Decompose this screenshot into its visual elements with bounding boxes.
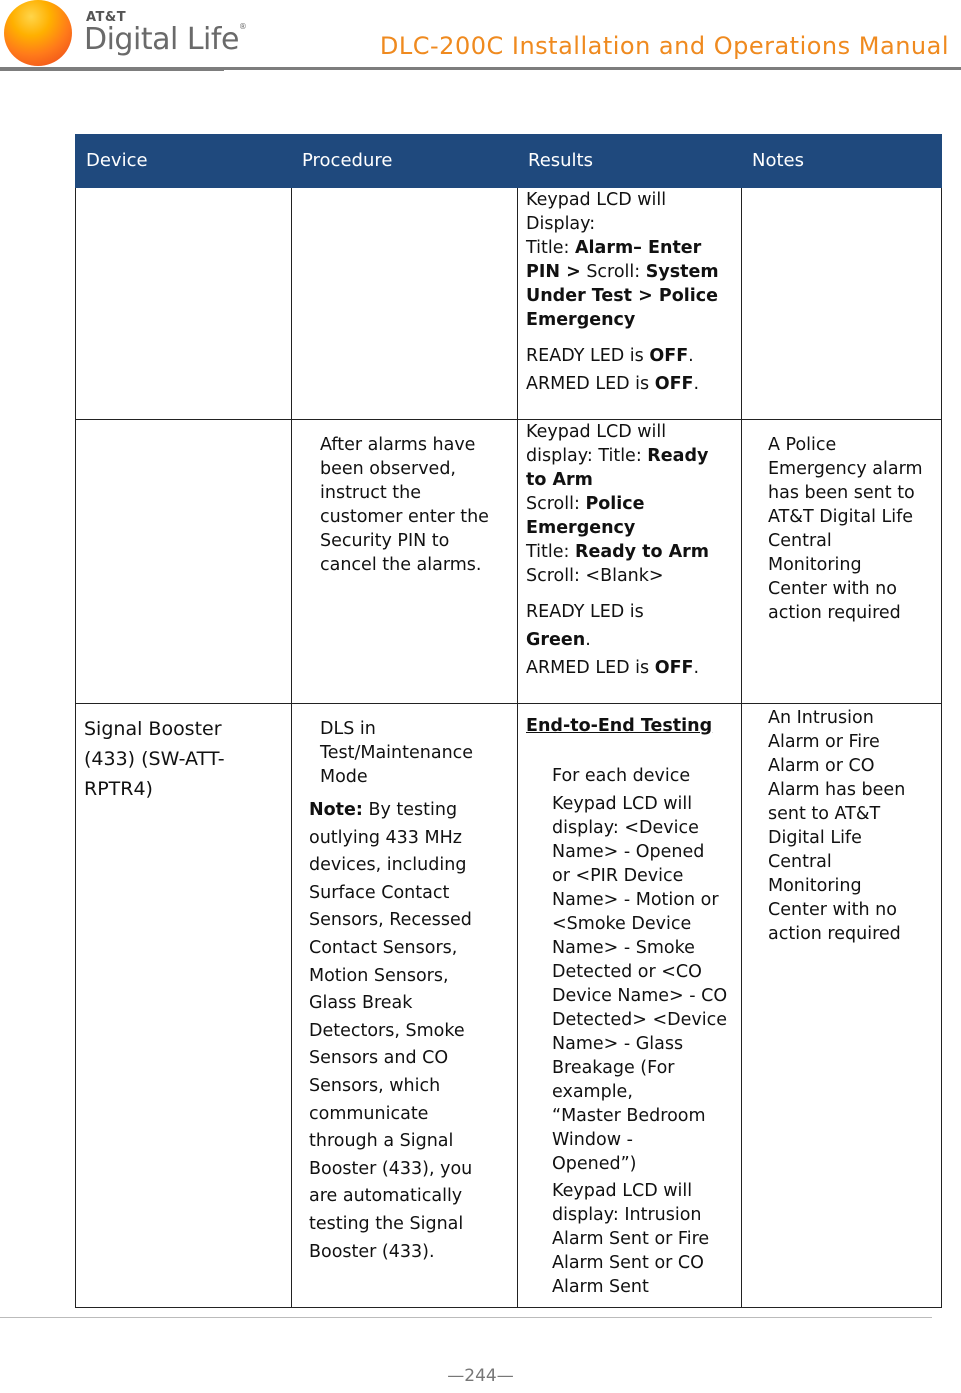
results-line: PIN > Scroll: System <box>526 262 719 282</box>
notes-line: sent to AT&T <box>768 804 881 824</box>
notes-line: An Intrusion <box>768 708 874 728</box>
table-header-row <box>76 135 942 188</box>
note-line: are automatically <box>309 1186 463 1207</box>
row3-device-cell <box>76 704 292 1308</box>
notes-line: Monitoring <box>768 876 862 896</box>
notes-line: Central <box>768 852 832 872</box>
note-line: Sensors, which <box>309 1075 441 1096</box>
procedure-note: Note: By testing outlying 433 MHz devices, including Surface Contact Sensors, Recessed Contact Sensors, Motion Sensors, Glass Break Detectors, Smoke Sensors and CO Sensors, which communicate through a Signal Booster (433), you are automatically testing the Signal Booster (433). <box>292 797 517 1274</box>
results-line: Emergency <box>526 518 636 538</box>
results-line: display: <Device <box>552 818 699 838</box>
note-line: communicate <box>309 1103 429 1124</box>
results-line: Alarm Sent or Fire <box>552 1229 710 1249</box>
results-line: Alarm Sent <box>552 1277 649 1297</box>
row2-device-cell <box>76 420 292 704</box>
results-line: Under Test > Police <box>526 286 718 306</box>
results-line: Display: <box>526 214 596 234</box>
results-line: Title: Ready to Arm <box>526 542 710 562</box>
row3-procedure-cell <box>292 704 518 1308</box>
att-globe-logo-icon <box>4 0 72 66</box>
results-line: Title: Alarm– Enter <box>526 238 702 258</box>
row1-notes-cell <box>742 188 942 420</box>
results-line: Keypad LCD will <box>552 794 693 814</box>
document-title: DLC-200C Installation and Operations Manual <box>379 32 949 60</box>
row2-results-cell <box>518 420 742 704</box>
results-line: Keypad LCD will <box>526 190 667 210</box>
results-line: “Master Bedroom <box>552 1106 706 1126</box>
row2-procedure-cell <box>292 420 518 704</box>
table-row <box>76 420 942 704</box>
notes-line: action required <box>768 924 901 944</box>
column-header-results: Results <box>518 135 742 188</box>
page-number: —244— <box>447 1366 514 1386</box>
column-header-device: Device <box>76 135 292 188</box>
procedure-line: DLS in <box>320 719 376 739</box>
results-line: <Smoke Device <box>552 914 692 934</box>
note-line: Booster (433). <box>309 1241 435 1262</box>
logo-digital-life-text: Digital Life® <box>84 22 247 57</box>
armed-led-status: ARMED LED is OFF. <box>526 658 700 678</box>
notes-line: Central <box>768 531 832 551</box>
results-line: Scroll: Police <box>526 494 645 514</box>
results-line: Scroll: <Blank> <box>526 566 664 586</box>
results-line: Window - <box>552 1130 633 1150</box>
note-line: devices, including <box>309 855 467 876</box>
notes-line: Center with no <box>768 579 897 599</box>
results-line: Emergency <box>526 310 636 330</box>
device-name-line: Signal Booster <box>84 718 222 740</box>
note-line: Sensors and CO <box>309 1048 449 1069</box>
procedure-line: customer enter the <box>320 507 489 527</box>
page-header <box>0 0 961 72</box>
results-line: Keypad LCD will <box>552 1181 693 1201</box>
notes-line: action required <box>768 603 901 623</box>
notes-line: A Police <box>768 435 837 455</box>
end-to-end-testing-heading: End-to-End Testing <box>526 716 713 736</box>
results-line: display: Intrusion <box>552 1205 702 1225</box>
column-header-procedure: Procedure <box>292 135 518 188</box>
procedure-line: Security PIN to <box>320 531 450 551</box>
procedure-line: After alarms have <box>320 435 476 455</box>
notes-line: has been sent to <box>768 483 915 503</box>
note-line: through a Signal <box>309 1131 454 1152</box>
procedure-table <box>75 134 942 1308</box>
procedure-line: Test/Maintenance <box>320 743 474 763</box>
note-line: Booster (433), you <box>309 1158 473 1179</box>
footer-divider <box>0 1317 932 1318</box>
results-line: to Arm <box>526 470 593 490</box>
note-line: Motion Sensors, <box>309 965 449 986</box>
armed-led-status: ARMED LED is OFF. <box>526 374 700 394</box>
note-line: Detectors, Smoke <box>309 1020 465 1041</box>
row1-results-cell <box>518 188 742 420</box>
end-to-end-instructions <box>526 764 733 1299</box>
notes-line: Alarm or Fire <box>768 732 880 752</box>
results-line: Detected or <CO <box>552 962 702 982</box>
note-label: Note: <box>309 800 363 820</box>
results-line: Device Name> - CO <box>552 986 728 1006</box>
column-header-notes: Notes <box>742 135 942 188</box>
results-line: Opened”) <box>552 1154 637 1174</box>
results-line: example, <box>552 1082 633 1102</box>
device-name-line: RPTR4) <box>84 778 153 800</box>
procedure-line: Mode <box>320 767 368 787</box>
note-line: Contact Sensors, <box>309 937 458 958</box>
note-line: Glass Break <box>309 993 413 1014</box>
logo-att-text: AT&T <box>86 10 127 25</box>
note-line: outlying 433 MHz <box>309 827 462 848</box>
results-line: Name> - Motion or <box>552 890 719 910</box>
note-line: testing the Signal <box>309 1213 464 1234</box>
notes-line: Digital Life <box>768 828 862 848</box>
row3-notes-cell <box>742 704 942 1308</box>
results-line: Name> - Smoke <box>552 938 695 958</box>
results-line: For each device <box>552 766 691 786</box>
header-divider-accent <box>0 70 224 71</box>
note-line: Sensors, Recessed <box>309 910 472 931</box>
ready-led-status: READY LED is OFF. <box>526 346 694 366</box>
row1-device-cell <box>76 188 292 420</box>
note-line: Surface Contact <box>309 882 450 903</box>
notes-line: Alarm has been <box>768 780 906 800</box>
row2-notes-cell <box>742 420 942 704</box>
table-row <box>76 188 942 420</box>
results-line: Keypad LCD will <box>526 422 667 442</box>
results-line: display: Title: Ready <box>526 446 709 466</box>
results-line: Name> - Glass <box>552 1034 684 1054</box>
results-line: Name> - Opened <box>552 842 705 862</box>
ready-led-value: Green. <box>526 630 591 650</box>
notes-line: AT&T Digital Life <box>768 507 914 527</box>
device-name-line: (433) (SW-ATT- <box>84 748 225 770</box>
row3-results-cell <box>518 704 742 1308</box>
row1-procedure-cell <box>292 188 518 420</box>
notes-line: Center with no <box>768 900 897 920</box>
procedure-line: cancel the alarms. <box>320 555 482 575</box>
notes-line: Emergency alarm <box>768 459 923 479</box>
results-line: Alarm Sent or CO <box>552 1253 704 1273</box>
table-row <box>76 704 942 1308</box>
procedure-line: been observed, <box>320 459 456 479</box>
results-line: or <PIR Device <box>552 866 684 886</box>
results-line: Breakage (For <box>552 1058 675 1078</box>
procedure-line: instruct the <box>320 483 421 503</box>
notes-line: Alarm or CO <box>768 756 875 776</box>
notes-line: Monitoring <box>768 555 862 575</box>
results-line: Detected> <Device <box>552 1010 727 1030</box>
ready-led-status: READY LED is <box>526 602 644 622</box>
